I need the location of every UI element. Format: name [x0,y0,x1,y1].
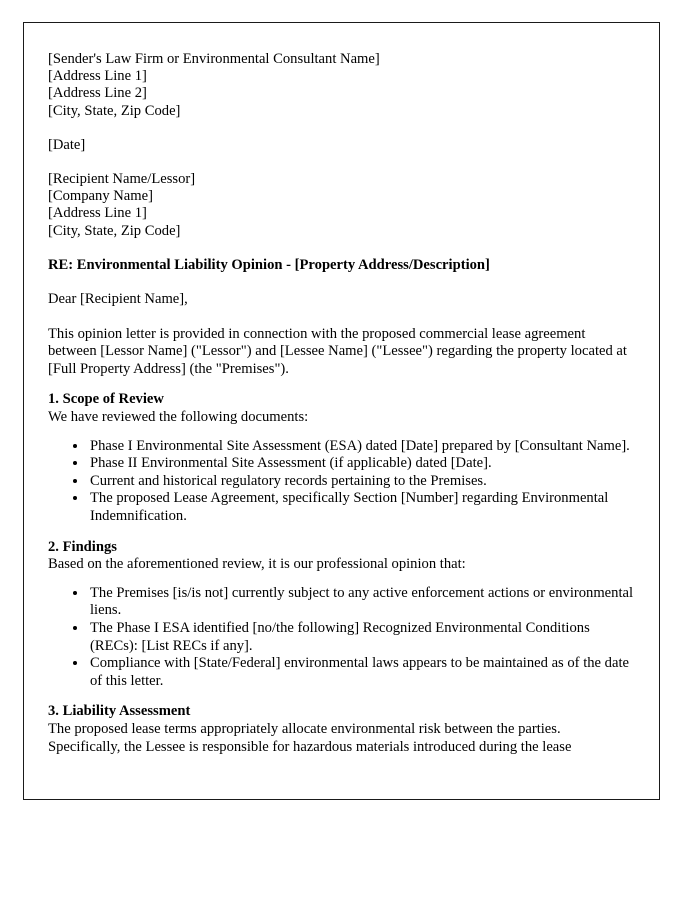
date-block [48,137,635,154]
section-2-heading: 2. Findings [48,538,117,555]
section-2-lead-in: Based on the aforementioned review, it is our professional opinion that: [48,556,466,573]
document-body [24,23,659,756]
recipient-company-line: [Company Name] [48,188,153,205]
list-item: • Phase I Environmental Site Assessment (ESA) dated [Date] prepared by [Consultant Name]. [88,438,635,456]
sender-address-line-1: [Address Line 1] [48,68,147,85]
spacer-after-subject [48,274,635,291]
sender-address-block [48,51,635,120]
recipient-name-line: [Recipient Name/Lessor] [48,171,196,188]
sender-name-line: [Sender's Law Firm or Environmental Consultant Name] [48,51,380,67]
section-1-heading: 1. Scope of Review [48,391,164,408]
section-1-lead-in: We have reviewed the following documents: [48,409,309,425]
list-item: • The proposed Lease Agreement, specifically Section [Number] regarding Environmental Indemnification. [88,490,635,525]
date-line: [Date] [48,136,86,153]
document-page [23,22,660,800]
section-3-body: The proposed lease terms appropriately allocate environmental risk between the parties. Specifically, the Lessee is responsible for hazardous materials introduced during the lease [48,720,572,755]
spacer-before-section-3 [48,690,635,703]
recipient-address-block [48,171,635,240]
recipient-address-line-1: [Address Line 1] [48,205,147,222]
spacer-after-sender [48,120,635,137]
intro-paragraph: This opinion letter is provided in connection with the proposed commercial lease agreement between [Lessor Name] ("Lessor") and [Lessee Name] ("Lessee") regarding the property located at [Full Property Address] (the "Premises"). [48,325,627,377]
list-item: • Compliance with [State/Federal] environmental laws appears to be maintained as of the date of this letter. [88,655,635,690]
spacer-before-list-2 [48,574,635,585]
spacer-before-list-1 [48,427,635,438]
list-item: • The Phase I ESA identified [no/the following] Recognized Environmental Conditions (RECs): [List RECs if any]. [88,620,635,655]
section-2-bullet-list [48,585,635,691]
sender-city-state-zip: [City, State, Zip Code] [48,102,181,119]
list-item: • Phase II Environmental Site Assessment (if applicable) dated [Date]. [88,455,635,473]
section-3-heading: 3. Liability Assessment [48,703,191,720]
spacer-after-recipient [48,240,635,257]
spacer-after-salutation [48,309,635,326]
spacer-after-date [48,154,635,171]
list-item: • The Premises [is/is not] currently subject to any active enforcement actions or environmental liens. [88,585,635,620]
sender-address-line-2: [Address Line 2] [48,85,147,102]
spacer-before-section-1 [48,378,635,391]
recipient-city-state-zip: [City, State, Zip Code] [48,222,181,239]
section-1-bullet-list [48,438,635,526]
spacer-before-section-2 [48,526,635,539]
subject-line: RE: Environmental Liability Opinion - [Property Address/Description] [48,256,490,273]
salutation: Dear [Recipient Name], [48,291,188,308]
list-item: • Current and historical regulatory records pertaining to the Premises. [88,473,635,491]
